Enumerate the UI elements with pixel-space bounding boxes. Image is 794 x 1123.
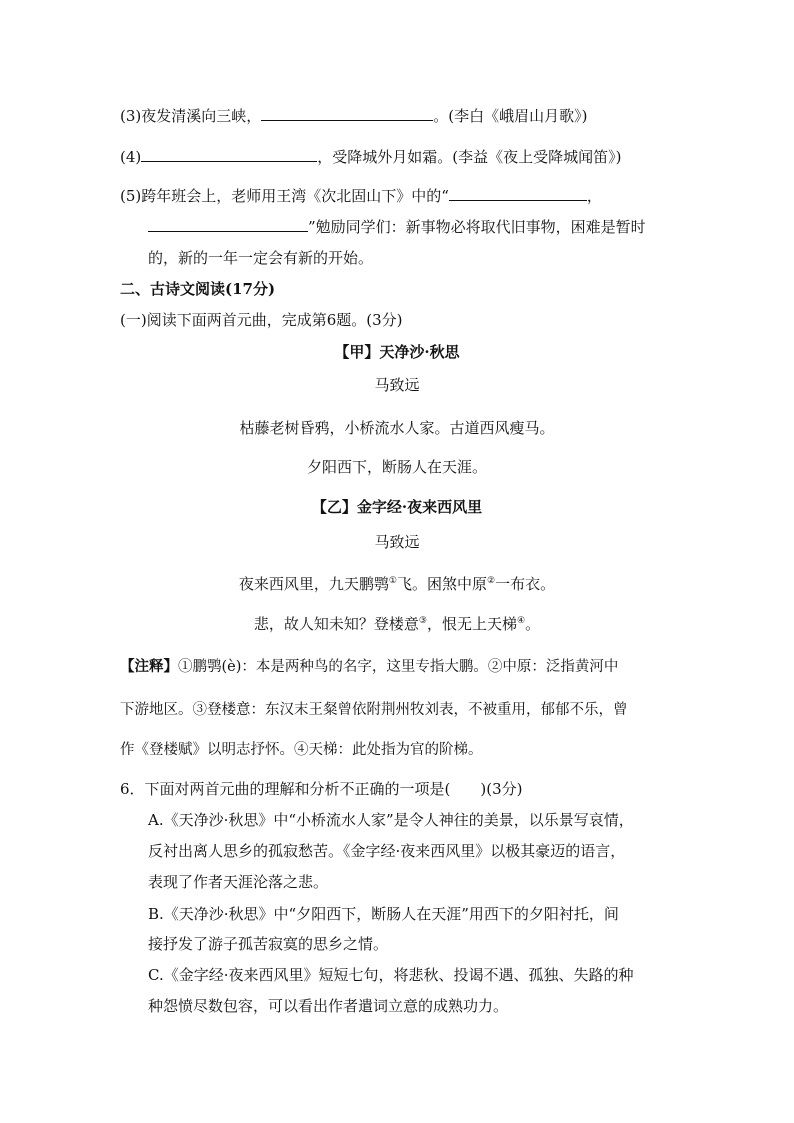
footnote-marker-1: ① (388, 576, 397, 586)
notes-line3: 作《登楼赋》以明志抒怀。④天梯：此处指为官的阶梯。 (120, 742, 483, 758)
q5-blank-1[interactable] (449, 186, 587, 201)
q4-blank[interactable] (141, 147, 317, 162)
q5-blank-2[interactable] (148, 217, 308, 232)
fill-in-q5-line2 (148, 217, 646, 237)
footnote-marker-3: ③ (418, 616, 427, 626)
poem2-author: 马致远 (374, 533, 420, 551)
notes-line1 (120, 657, 618, 677)
q3-end: 。(李白《峨眉山月歌》) (433, 107, 588, 125)
notes-label: 【注释】 (120, 658, 178, 675)
q3-text: (3)夜发清溪向三峡， (120, 107, 262, 125)
fill-in-q5-line3: 的，新的一年一定会有新的开始。 (148, 249, 374, 267)
fill-in-q4 (120, 147, 621, 167)
poem2-line1 (0, 574, 794, 594)
option-c-line2[interactable]: 种怨愤尽数包容，可以看出作者遣词立意的成熟功力。 (148, 997, 509, 1015)
option-b-line2[interactable]: 接抒发了游子孤苦寂寞的思乡之情。 (148, 935, 389, 953)
question6-stem: 6．下面对两首元曲的理解和分析不正确的一项是( )(3分) (120, 780, 523, 798)
section2-title: 二、古诗文阅读(17分) (120, 280, 276, 298)
q4-start: (4) (120, 148, 142, 166)
option-b-line1[interactable]: B.《天净沙·秋思》中“夕阳西下，断肠人在天涯”用西下的夕阳衬托，间 (148, 905, 619, 923)
option-a-line2[interactable]: 反衬出离人思乡的孤寂愁苦。《金字经·夜来西风里》以极其豪迈的语言， (148, 842, 626, 860)
footnote-marker-2: ② (487, 576, 496, 586)
option-a-line1[interactable]: A.《天净沙·秋思》中“小桥流水人家”是令人神往的美景，以乐景写哀情， (148, 811, 634, 829)
poem2-line2-b: ，恨无上天梯 (426, 615, 517, 633)
poem2-line2 (0, 614, 794, 634)
q5-line1: (5)跨年班会上，老师用王湾《次北固山下》中的“ (120, 187, 449, 205)
poem1-line1: 枯藤老树昏鸦，小桥流水人家。古道西风瘦马。 (239, 419, 555, 437)
poem2-line2-c: 。 (525, 615, 541, 633)
poem2-line1-b: 飞。困煞中原 (396, 575, 487, 593)
poem1-line2: 夕阳西下，断肠人在天涯。 (306, 458, 487, 476)
poem1-title: 【甲】天净沙·秋思 (334, 343, 460, 361)
footnote-marker-4: ④ (517, 616, 526, 626)
poem2-line1-c: 一布衣。 (495, 575, 556, 593)
poem2-title: 【乙】金字经·夜来西风里 (311, 498, 483, 516)
q5-line1-end: ， (586, 187, 602, 205)
poem1-author: 马致远 (374, 376, 420, 394)
poem2-line1-a: 夜来西风里，九天鹏鹗 (238, 575, 389, 593)
section2-part1: (一)阅读下面两首元曲，完成第6题。(3分) (120, 311, 403, 329)
notes-line1-text: ①鹏鹗(è)：本是两种鸟的名字，这里专指大鹏。②中原：泛指黄河中 (178, 659, 619, 675)
q5-line2-end: ”勉励同学们：新事物必将取代旧事物，困难是暂时 (308, 218, 646, 236)
notes-line2: 下游地区。③登楼意：东汉末王粲曾依附荆州牧刘表，不被重用，郁郁不乐，曾 (120, 702, 628, 718)
q3-blank[interactable] (261, 106, 433, 121)
fill-in-q5-line1 (120, 186, 602, 206)
q4-text: ，受降城外月如霜。(李益《夜上受降城闻笛》) (317, 148, 622, 166)
option-c-line1[interactable]: C.《金字经·夜来西风里》短短七句，将悲秋、投谒不遇、孤独、失路的种 (148, 966, 634, 984)
option-a-line3[interactable]: 表现了作者天涯沦落之悲。 (148, 873, 329, 891)
poem2-line2-a: 悲，故人知未知？登楼意 (253, 615, 419, 633)
fill-in-q3 (120, 106, 587, 126)
